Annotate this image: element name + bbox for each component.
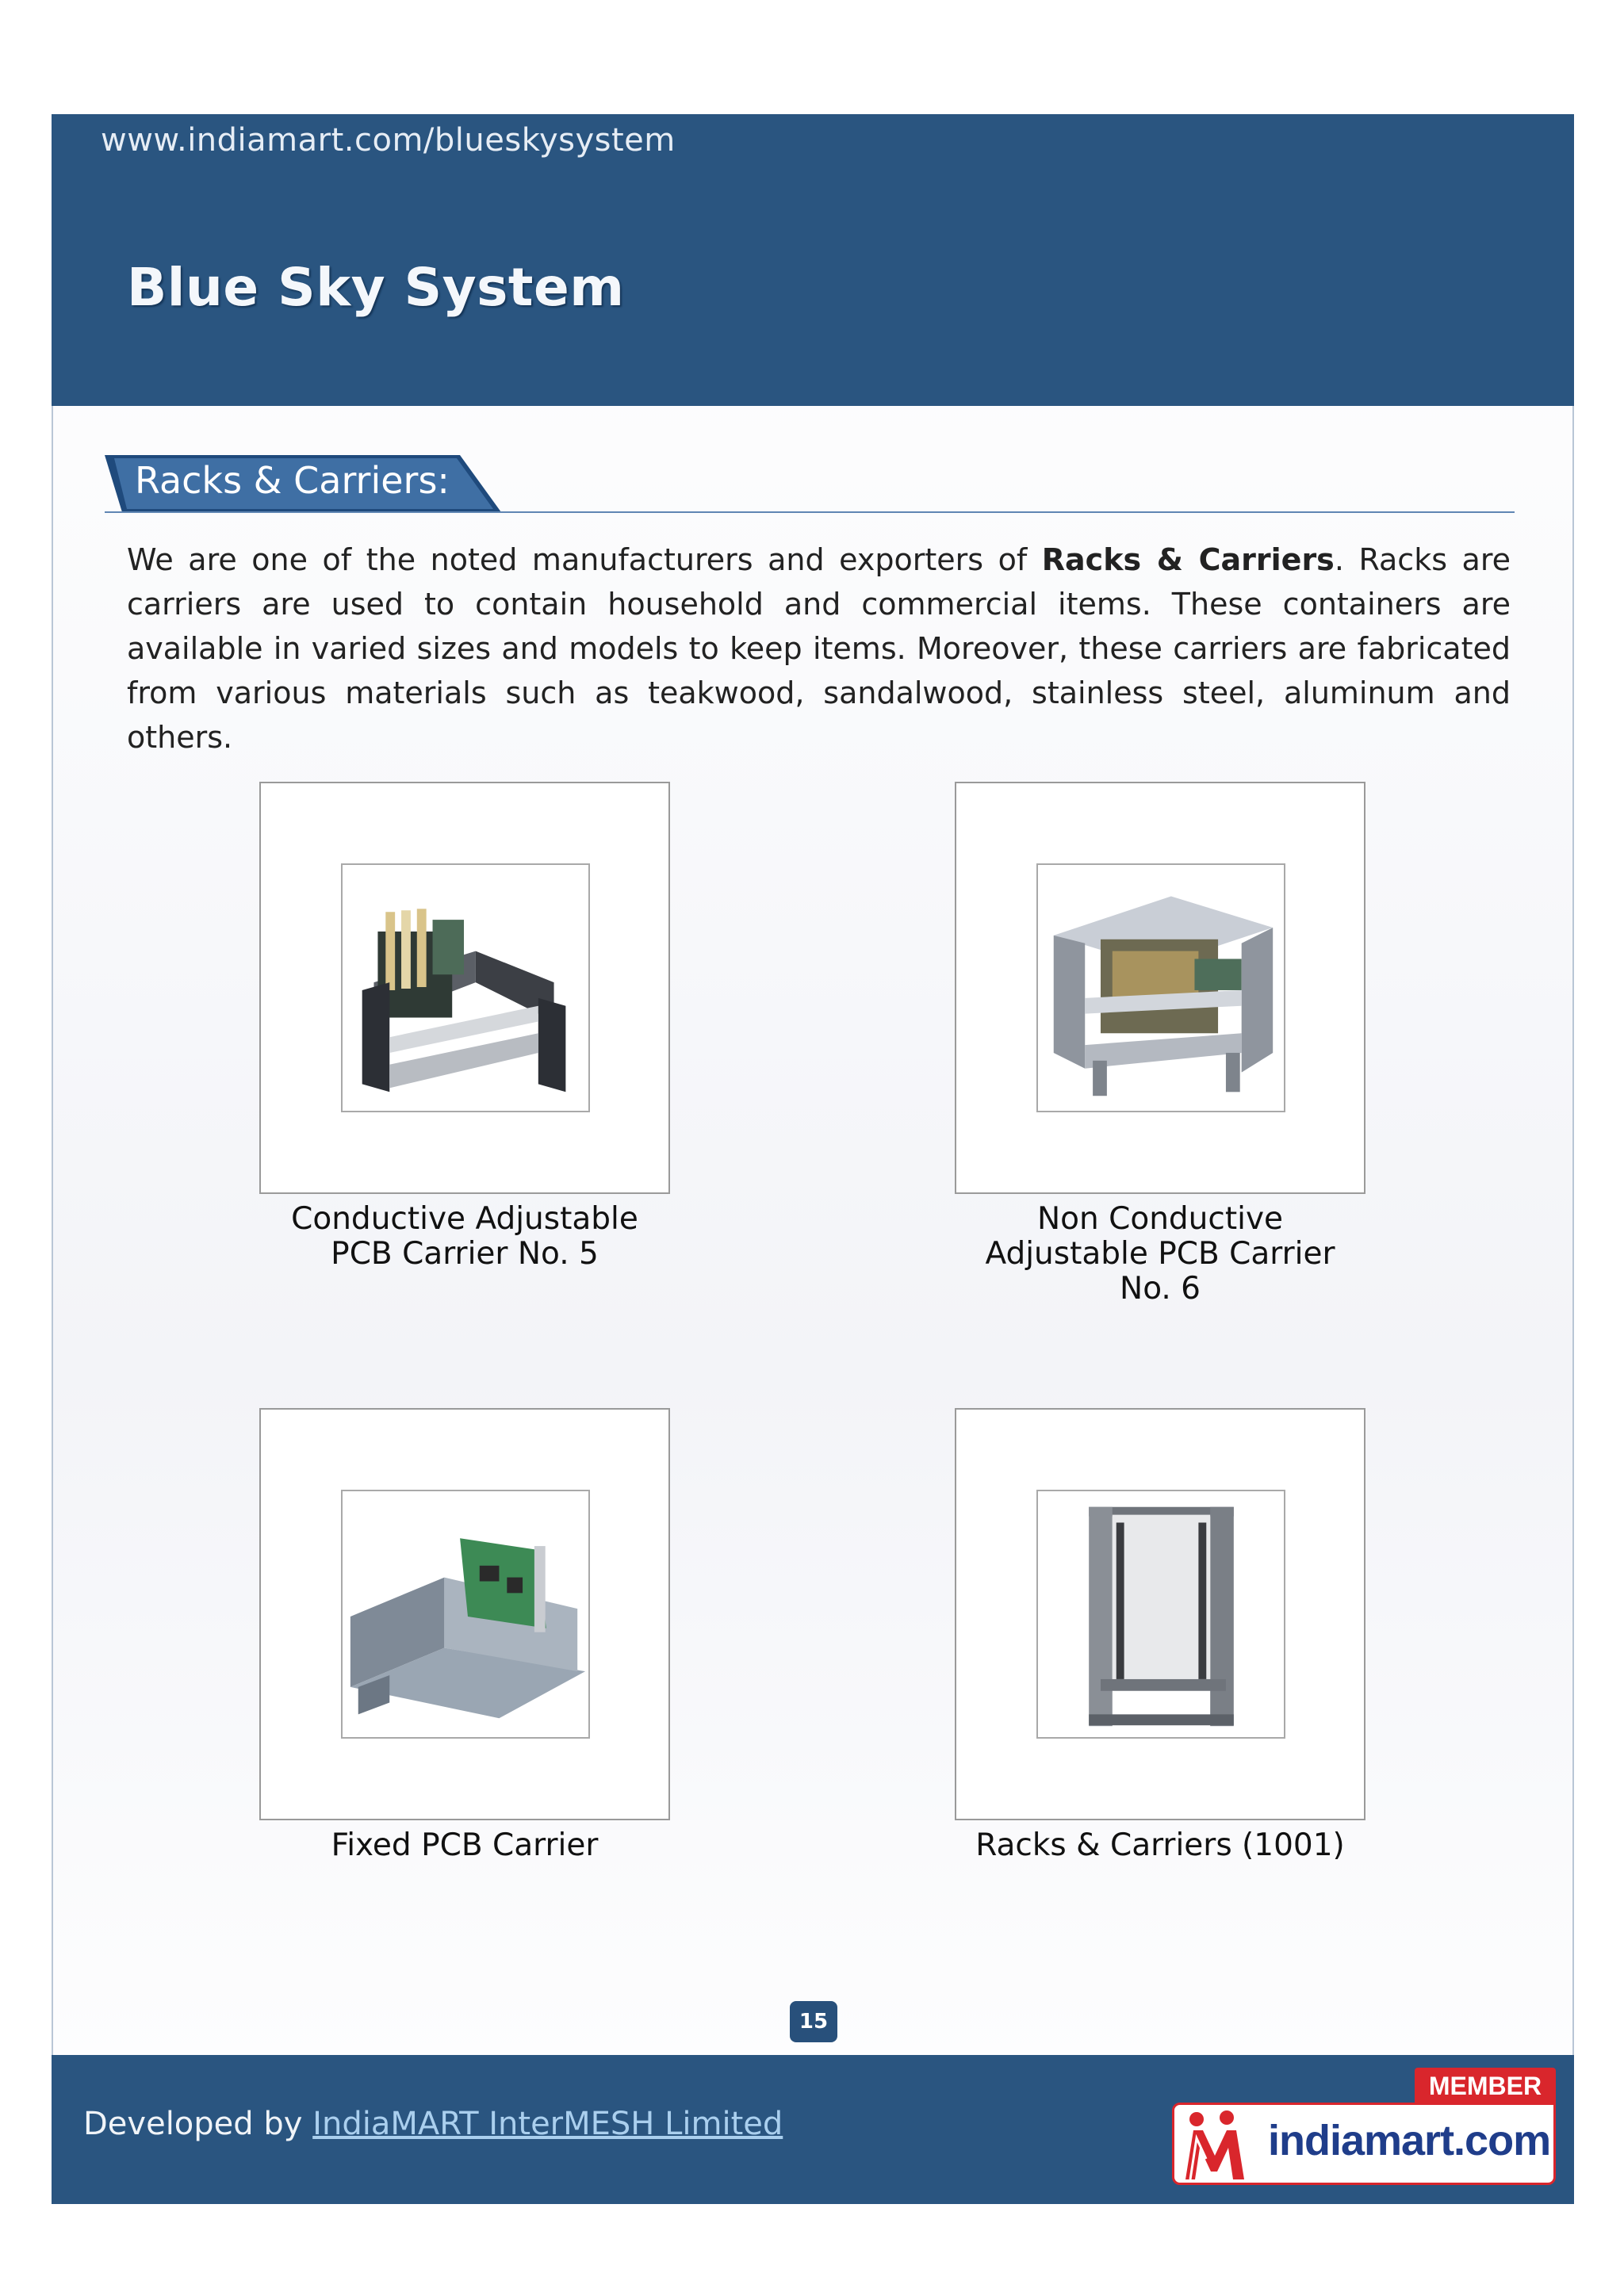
conductive-pcb-carrier-image xyxy=(343,865,588,1111)
product-card-1[interactable] xyxy=(259,782,670,1194)
product-caption-3 xyxy=(243,1828,687,1863)
section-divider xyxy=(105,511,1515,513)
company-title: Blue Sky System xyxy=(127,257,625,318)
caption-2-line-2: Adjustable PCB Carrier xyxy=(985,1236,1335,1272)
product-caption-2 xyxy=(938,1202,1382,1307)
rack-carrier-1001-image xyxy=(1038,1491,1284,1737)
site-url[interactable]: www.indiamart.com/blueskysystem xyxy=(101,122,676,159)
intro-paragraph xyxy=(127,538,1511,760)
product-card-4[interactable] xyxy=(955,1408,1365,1820)
header-banner xyxy=(52,114,1574,406)
caption-1-line-1: Conductive Adjustable xyxy=(291,1201,638,1237)
intro-bold-product: Racks & Carriers xyxy=(1041,542,1335,577)
intro-text-1: We are one of the noted manufacturers and exporters of xyxy=(127,542,1042,577)
caption-2-line-3: No. 6 xyxy=(1120,1271,1201,1307)
intro-text-2: . Racks are carriers are used to contain household and commercial items. These containers are available in varied sizes and models to keep items. Moreover, these carriers are fabricated from various materials such as teakwood, sandalwood, stainless steel, aluminum and others. xyxy=(127,542,1511,755)
section-heading: Racks & Carriers: xyxy=(135,459,450,502)
page-number-badge: 15 xyxy=(790,2001,837,2042)
product-image-4[interactable] xyxy=(1036,1490,1285,1739)
product-card-3[interactable] xyxy=(259,1408,670,1820)
indiamart-m-icon xyxy=(1179,2107,1266,2184)
footer-developed-by: Developed by xyxy=(83,2106,313,2142)
indiamart-member-logo[interactable] xyxy=(1172,2068,1556,2177)
fixed-pcb-carrier-image xyxy=(343,1491,588,1737)
product-caption-1 xyxy=(243,1202,687,1272)
caption-3-line-1: Fixed PCB Carrier xyxy=(331,1827,599,1863)
product-image-3[interactable] xyxy=(341,1490,590,1739)
caption-4-line-1: Racks & Carriers (1001) xyxy=(975,1827,1345,1863)
product-image-2[interactable] xyxy=(1036,863,1285,1112)
non-conductive-pcb-carrier-image xyxy=(1038,865,1284,1111)
footer-credit xyxy=(83,2106,783,2142)
member-badge: MEMBER xyxy=(1415,2068,1556,2104)
product-image-1[interactable] xyxy=(341,863,590,1112)
product-card-2[interactable] xyxy=(955,782,1365,1194)
footer-developer-link[interactable]: IndiaMART InterMESH Limited xyxy=(312,2106,783,2142)
logo-box xyxy=(1172,2103,1556,2185)
caption-1-line-2: PCB Carrier No. 5 xyxy=(331,1236,599,1272)
product-caption-4 xyxy=(938,1828,1382,1863)
caption-2-line-1: Non Conductive xyxy=(1036,1201,1284,1237)
indiamart-wordmark: indiamart.com xyxy=(1268,2117,1551,2164)
